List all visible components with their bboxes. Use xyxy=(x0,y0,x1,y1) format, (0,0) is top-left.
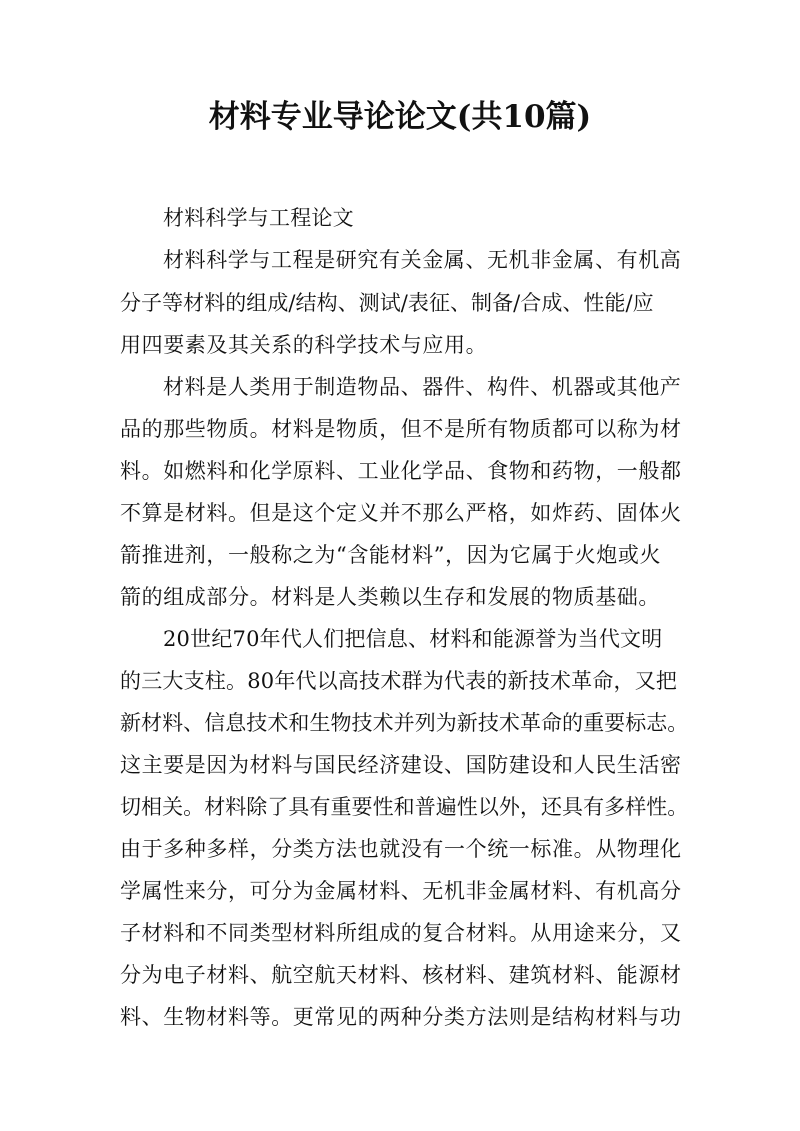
paragraph-line: 箭推进剂，一般称之为“含能材料”，因为它属于火炮或火 xyxy=(120,543,662,567)
paragraph-line: 的三大支柱。80年代以高技术群为代表的新技术革命，又把 xyxy=(120,669,678,693)
paragraph-line: 料、生物材料等。更常见的两种分类方法则是结构材料与功 xyxy=(120,1005,682,1029)
paragraph-line: 学属性来分，可分为金属材料、无机非金属材料、有机高分 xyxy=(120,879,682,903)
paragraph-line: 分子等材料的组成/结构、测试/表征、制备/合成、性能/应 xyxy=(120,291,654,315)
section-heading: 材料科学与工程论文 xyxy=(163,206,354,230)
paragraph-line: 品的那些物质。材料是物质，但不是所有物质都可以称为材 xyxy=(120,417,682,441)
paragraph-line: 箭的组成部分。材料是人类赖以生存和发展的物质基础。 xyxy=(120,585,660,609)
paragraph-line: 这主要是因为材料与国民经济建设、国防建设和人民生活密 xyxy=(120,753,682,777)
paragraph-line: 切相关。材料除了具有重要性和普遍性以外，还具有多样性。 xyxy=(120,795,689,819)
paragraph-line: 不算是材料。但是这个定义并不那么严格，如炸药、固体火 xyxy=(120,501,682,525)
paragraph-line: 子材料和不同类型材料所组成的复合材料。从用途来分，又 xyxy=(120,921,682,945)
document-title: 材料专业导论论文(共10篇) xyxy=(208,99,592,135)
paragraph-line: 20世纪70年代人们把信息、材料和能源誉为当代文明 xyxy=(163,627,663,651)
paragraph-line: 分为电子材料、航空航天材料、核材料、建筑材料、能源材 xyxy=(120,963,682,987)
paragraph-line: 材料是人类用于制造物品、器件、构件、机器或其他产 xyxy=(163,375,682,399)
paragraph-line: 由于多种多样，分类方法也就没有一个统一标准。从物理化 xyxy=(120,837,682,861)
paragraph-line: 材料科学与工程是研究有关金属、无机非金属、有机高 xyxy=(163,248,682,272)
paragraph-line: 料。如燃料和化学原料、工业化学品、食物和药物，一般都 xyxy=(120,459,682,483)
paragraph-line: 新材料、信息技术和生物技术并列为新技术革命的重要标志。 xyxy=(120,711,689,735)
paragraph-line: 用四要素及其关系的科学技术与应用。 xyxy=(120,333,488,357)
